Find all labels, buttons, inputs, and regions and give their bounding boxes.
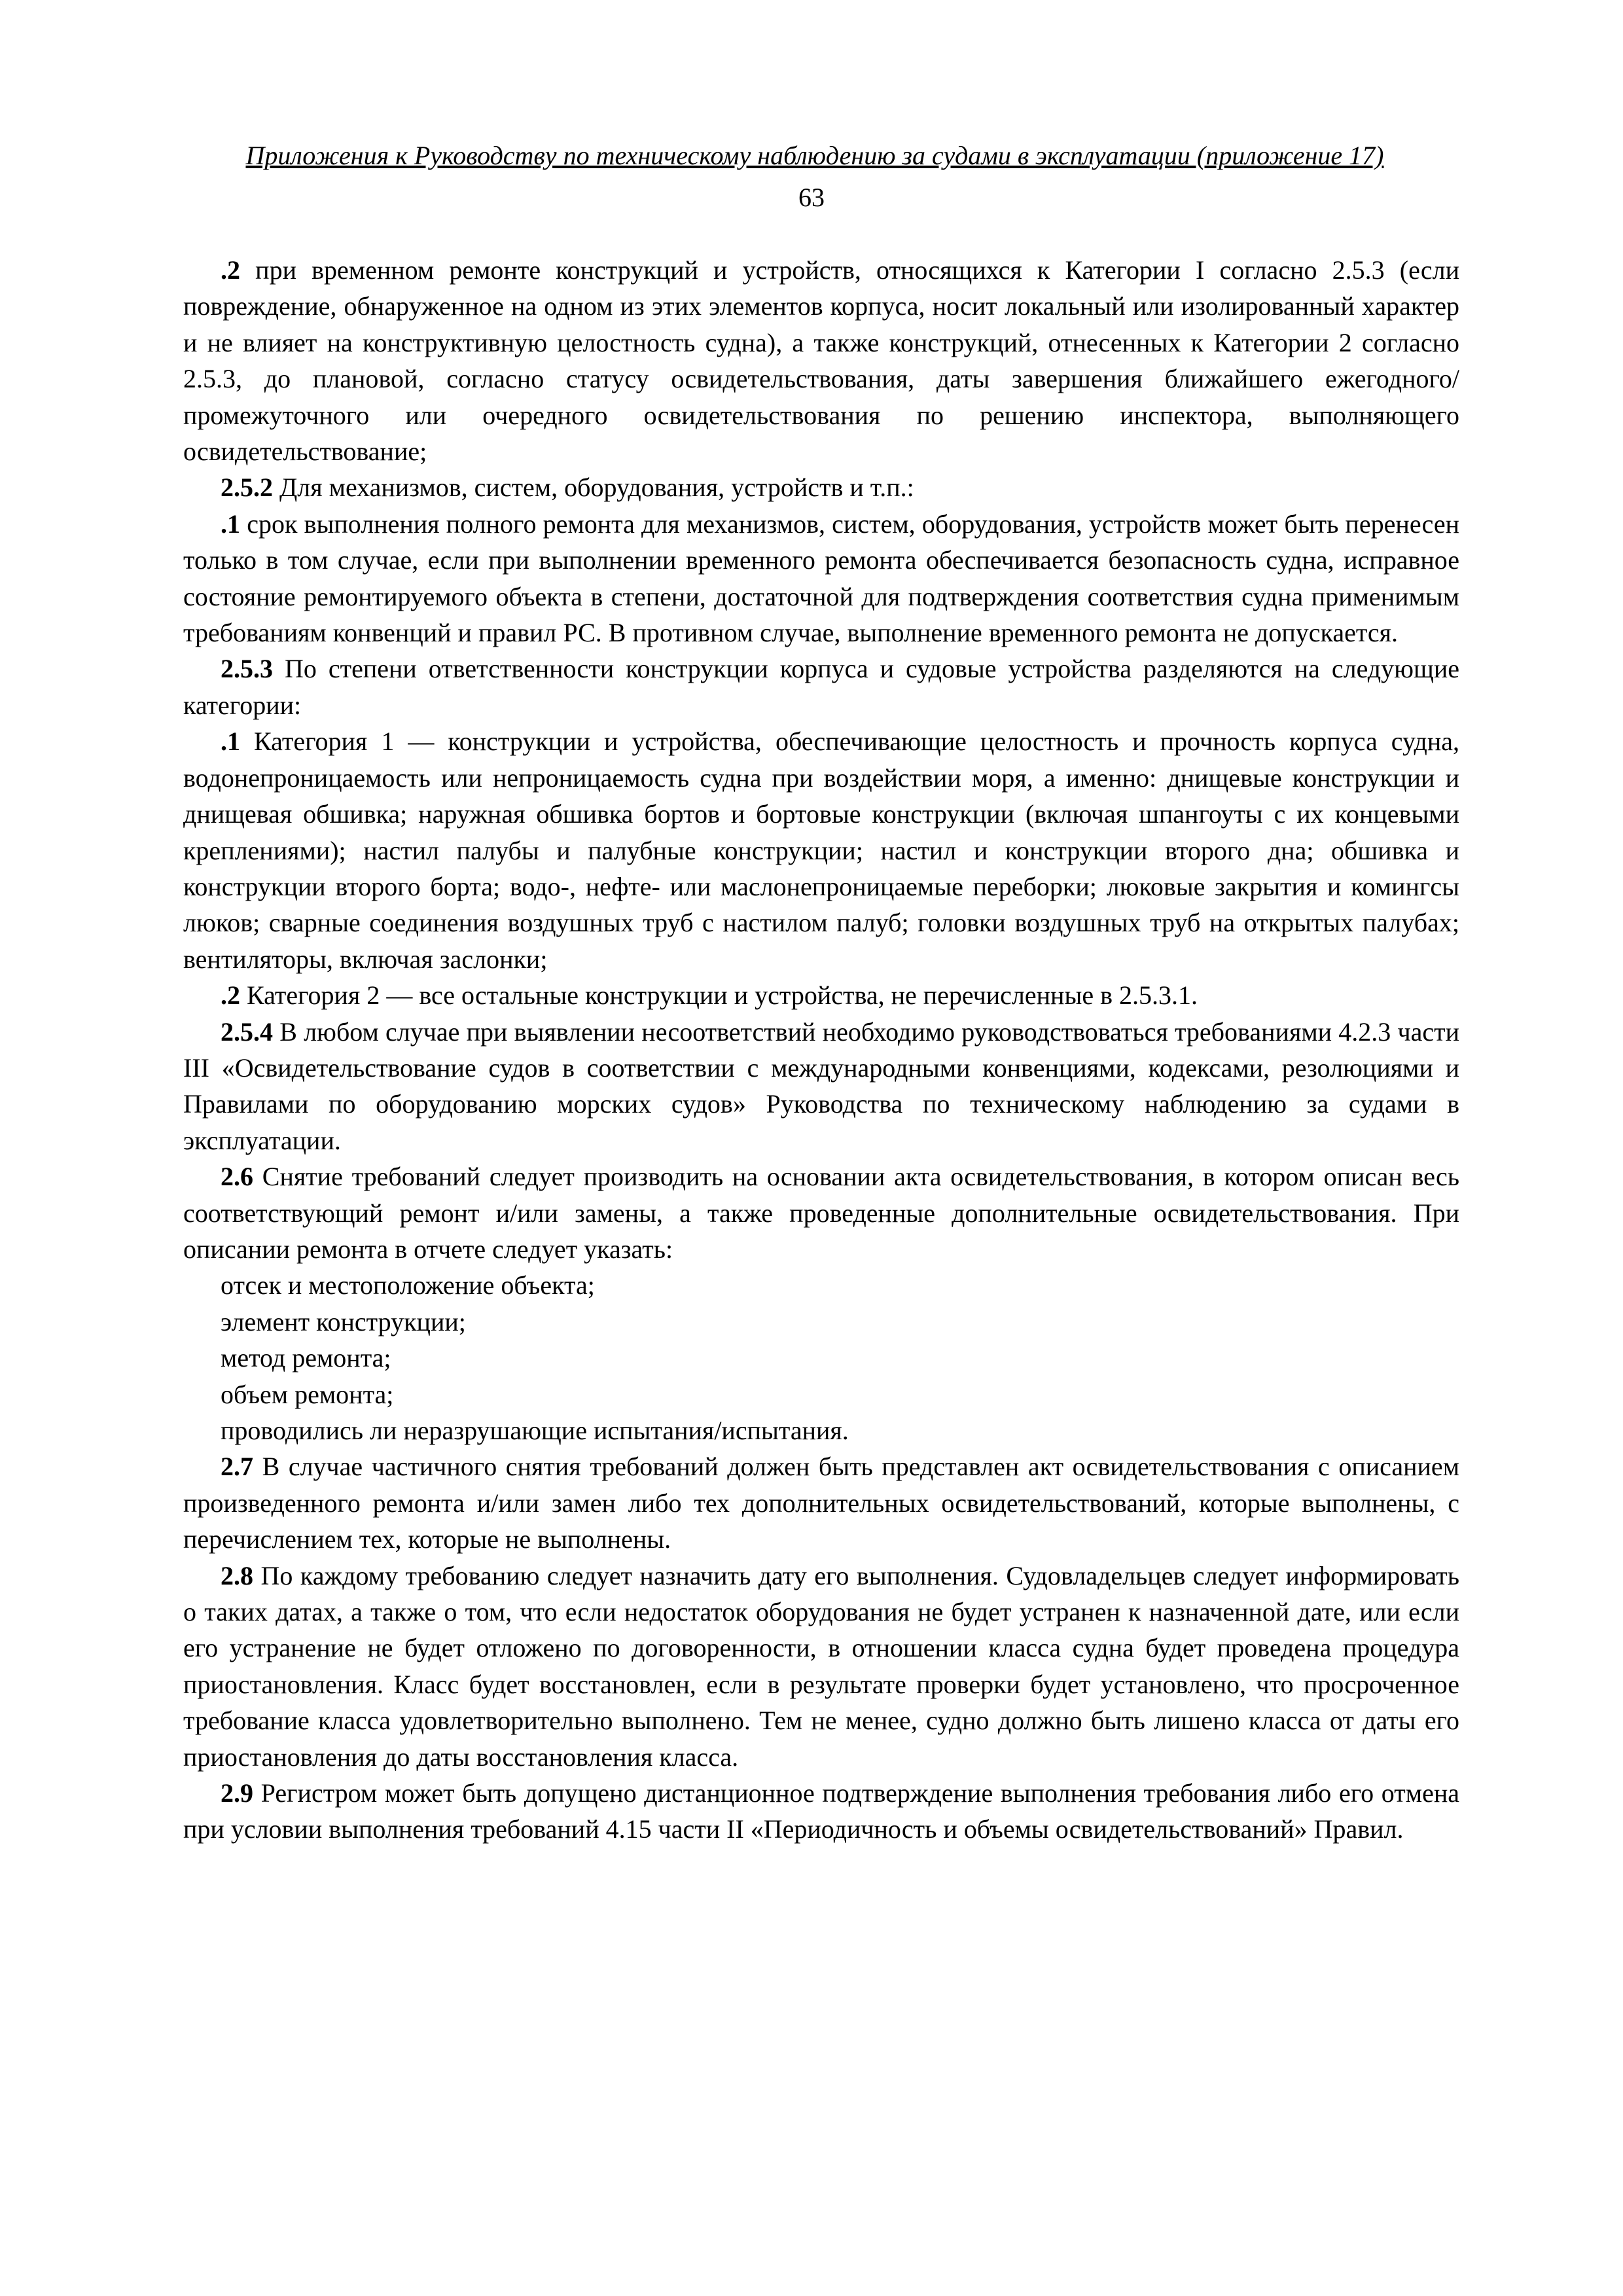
paragraph-text: В любом случае при выявлении несоответствий необходимо руководствоваться требованиями 4.2.3 части III «Освидетельствование судов в соответствии с международными конвенциями, кодексами, резолюциями и Правилами по оборудованию морских судов» Руководства по техническому наблюдению за судами в эксплуатации. <box>183 1016 1459 1155</box>
paragraph-lead: 2.5.2 <box>221 473 273 503</box>
document-body <box>183 252 1459 1848</box>
page-number: 63 <box>798 183 825 212</box>
paragraph-text: Снятие требований следует производить на основании акта освидетельствования, в котором описан весь соответствующий ремонт и/или замены, а также проведенные дополнительные освидетельствования. При описании ремонта в отчете следует указать: <box>183 1162 1459 1264</box>
paragraph-lead: 2.5.3 <box>221 654 273 684</box>
paragraph-lead: 2.9 <box>221 1778 253 1808</box>
paragraph-text: По степени ответственности конструкции корпуса и судовые устройства разделяются на следующие категории: <box>183 654 1459 720</box>
list-item: объем ремонта; <box>221 1379 394 1409</box>
paragraph <box>183 1775 1459 1848</box>
paragraph <box>183 1558 1459 1775</box>
paragraph-text: Для механизмов, систем, оборудования, устройств и т.п.: <box>273 473 914 503</box>
paragraph-text: Категория 1 — конструкции и устройства, обеспечивающие целостность и прочность корпуса судна, водонепроницаемость или непроницаемость судна при воздействии моря, а именно: днищевые конструкции и днищевая обшивка; наружная обшивка бортов и бортовые конструкции (включая шпангоуты с их концевыми креплениями); настил палубы и палубные конструкции; настил и конструкции второго дна; обшивка и конструкции второго борта; водо-, нефте- или маслонепроницаемые переборки; люковые закрытия и комингсы люков; сварные соединения воздушных труб с настилом палуб; головки воздушных труб на открытых палубах; вентиляторы, включая заслонки; <box>183 726 1459 974</box>
paragraph <box>183 469 1459 505</box>
paragraph-lead: 2.7 <box>221 1452 253 1482</box>
paragraph-text: Категория 2 — все остальные конструкции и устройства, не перечисленные в 2.5.3.1. <box>240 980 1198 1011</box>
paragraph-text: В случае частичного снятия требований должен быть представлен акт освидетельствования с описанием произведенного ремонта и/или замен либо тех дополнительных освидетельствований, которые выполнены, с перечислением тех, которые не выполнены. <box>183 1452 1459 1554</box>
paragraph-lead: 2.8 <box>221 1560 253 1590</box>
paragraph-text: при временном ремонте конструкций и устройств, относящихся к Категории I согласно 2.5.3 (если повреждение, обнаруженное на одном из этих элементов корпуса, носит локальный или изолированный характер и не влияет на конструктивную целостность судна), а также конструкций, отнесенных к Категории 2 согласно 2.5.3, до плановой, согласно статусу освидетельствования, даты завершения ближайшего ежегодного/промежуточного или очередного освидетельствования по решению инспектора, выполняющего освидетельствование; <box>183 255 1459 467</box>
paragraph <box>183 723 1459 977</box>
paragraph-text: Регистром может быть допущено дистанционное подтверждение выполнения требования либо его отмена при условии выполнения требований 4.15 части II «Периодичность и объемы освидетельствований» Правил. <box>183 1778 1459 1844</box>
paragraph <box>183 1158 1459 1267</box>
paragraph-lead: 2.5.4 <box>221 1016 273 1047</box>
paragraph-lead: 2.6 <box>221 1162 253 1192</box>
paragraph <box>183 651 1459 723</box>
paragraph-lead: .2 <box>221 255 240 285</box>
paragraph-lead: .1 <box>221 509 240 539</box>
paragraph-lead: .2 <box>221 980 240 1011</box>
paragraph <box>183 1448 1459 1557</box>
paragraph-text: По каждому требованию следует назначить дату его выполнения. Судовладельцев следует информировать о таких датах, а также о том, что если недостаток оборудования не будет устранен к назначенной дате, или если его устранение не будет отложено по договоренности, в отношении класса судна будет проведена процедура приостановления. Класс будет восстановлен, если в результате проверки будет установлено, что просроченное требование класса удовлетворительно выполнено. Тем не менее, судно должно быть лишено класса от даты его приостановления до даты восстановления класса. <box>183 1560 1459 1772</box>
paragraph-lead: .1 <box>221 726 240 757</box>
list-item: элемент конструкции; <box>221 1306 466 1336</box>
paragraph <box>183 506 1459 651</box>
paragraph <box>183 977 1459 1013</box>
running-header: Приложения к Руководству по техническому наблюдению за судами в эксплуатации (приложение 17) <box>245 141 1384 170</box>
paragraph <box>183 1014 1459 1159</box>
list-item: отсек и местоположение объекта; <box>221 1270 595 1300</box>
paragraph-text: срок выполнения полного ремонта для механизмов, систем, оборудования, устройств может быть перенесен только в том случае, если при выполнении временного ремонта обеспечивается безопасность судна, исправное состояние ремонтируемого объекта в степени, достаточной для подтверждения соответствия судна применимым требованиям конвенций и правил РС. В противном случае, выполнение временного ремонта не допускается. <box>183 509 1459 648</box>
list-item: метод ремонта; <box>221 1343 391 1373</box>
list-item: проводились ли неразрушающие испытания/испытания. <box>221 1416 849 1445</box>
paragraph <box>183 252 1459 469</box>
